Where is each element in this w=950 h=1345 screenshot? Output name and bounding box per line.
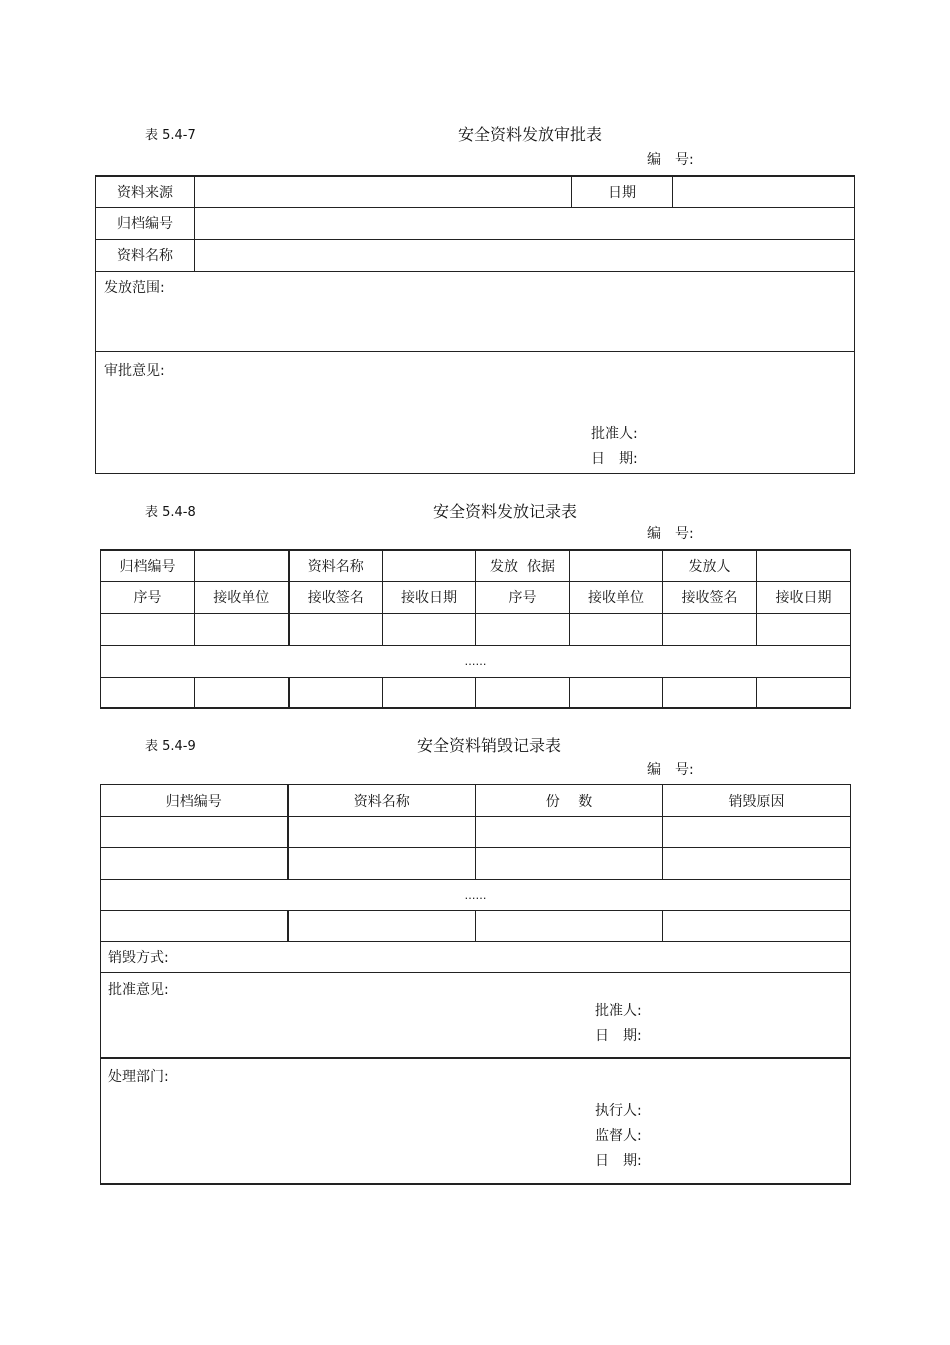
serial-number-label: 编 号: [647,526,694,542]
issue-approval-table [95,175,855,474]
executor-label: 执行人: [595,1102,642,1119]
table-cell[interactable] [476,911,663,942]
column-header: 接收签名 [289,581,383,613]
table-row [101,677,851,708]
document-name-field[interactable] [195,239,855,271]
issue-basis-label: 发放 依据 [476,550,570,581]
approver-label: 批准人: [595,1003,642,1019]
approver-label: 批准人: [591,425,638,442]
table-cell[interactable] [476,677,570,708]
table-cell[interactable] [570,677,663,708]
table-cell[interactable] [570,613,663,645]
table-cell[interactable] [757,677,851,708]
approval-date-label: 日 期: [595,1028,642,1044]
supervisor-label: 监督人: [595,1127,642,1144]
approval-opinion-label: 批准意见: [108,982,169,998]
table-row [101,817,851,848]
source-label: 资料来源 [96,176,195,207]
date-label: 日期 [572,176,673,207]
approval-date-label: 日 期: [591,450,638,467]
document-name-field[interactable] [383,550,476,581]
serial-number-label: 编 号: [647,762,694,778]
destruction-method-label: 销毁方式: [108,950,169,966]
table-cell[interactable] [101,911,288,942]
archive-number-field[interactable] [195,550,289,581]
table-cell[interactable] [195,613,289,645]
table-cell[interactable] [757,613,851,645]
table-cell[interactable] [476,817,663,848]
table-row [101,848,851,880]
table-cell[interactable] [101,613,195,645]
document-name-label: 资料名称 [96,239,195,271]
column-header: 份 数 [476,785,663,817]
approval-opinion-cell[interactable] [101,973,851,1058]
table-cell[interactable] [663,848,851,880]
table-cell[interactable] [663,911,851,942]
issue-scope-cell[interactable] [96,271,855,351]
destruction-record-table [100,784,851,1185]
column-header: 接收单位 [570,581,663,613]
table-number-5-4-9: 表 5.4-9 [145,739,196,754]
form-title-destruction-record: 安全资料销毁记录表 [417,736,562,755]
date-field[interactable] [673,176,855,207]
table-row [101,911,851,942]
table-cell[interactable] [101,817,288,848]
table-number-5-4-7: 表 5.4-7 [145,128,196,143]
handling-department-cell[interactable] [101,1058,851,1184]
table-cell[interactable] [195,677,289,708]
table-cell[interactable] [476,848,663,880]
handling-department-label: 处理部门: [108,1068,169,1085]
column-header: 接收单位 [195,581,289,613]
source-field[interactable] [195,176,572,207]
ellipsis-row: …… [101,645,851,677]
approval-opinion-cell[interactable] [96,351,855,473]
form-title-issue-record: 安全资料发放记录表 [433,502,578,521]
issuer-label: 发放人 [663,550,757,581]
column-header: 接收日期 [383,581,476,613]
issue-scope-label: 发放范围: [104,279,165,296]
table-cell[interactable] [663,677,757,708]
column-header: 序号 [101,581,195,613]
table-cell[interactable] [289,677,383,708]
form-title-approval: 安全资料发放审批表 [458,125,603,144]
column-header: 接收签名 [663,581,757,613]
table-cell[interactable] [383,613,476,645]
archive-number-label: 归档编号 [96,207,195,239]
handling-date-label: 日 期: [595,1152,642,1169]
issuer-field[interactable] [757,550,851,581]
column-header: 销毁原因 [663,785,851,817]
issue-basis-field[interactable] [570,550,663,581]
table-row [101,613,851,645]
table-cell[interactable] [663,613,757,645]
table-cell[interactable] [289,613,383,645]
archive-number-label: 归档编号 [101,550,195,581]
table-cell[interactable] [288,848,476,880]
column-header: 序号 [476,581,570,613]
table-cell[interactable] [288,817,476,848]
table-number-5-4-8: 表 5.4-8 [145,505,196,520]
table-cell[interactable] [663,817,851,848]
table-cell[interactable] [101,677,195,708]
ellipsis-row: …… [101,880,851,911]
table-cell[interactable] [101,848,288,880]
destruction-method-cell[interactable] [101,942,851,973]
table-cell[interactable] [288,911,476,942]
column-header: 归档编号 [101,785,288,817]
table-cell[interactable] [383,677,476,708]
issue-record-table [100,549,851,709]
approval-opinion-label: 审批意见: [104,362,165,379]
document-name-label: 资料名称 [289,550,383,581]
table-cell[interactable] [476,613,570,645]
archive-number-field[interactable] [195,207,855,239]
column-header: 资料名称 [288,785,476,817]
column-header: 接收日期 [757,581,851,613]
serial-number-label: 编 号: [647,152,694,168]
